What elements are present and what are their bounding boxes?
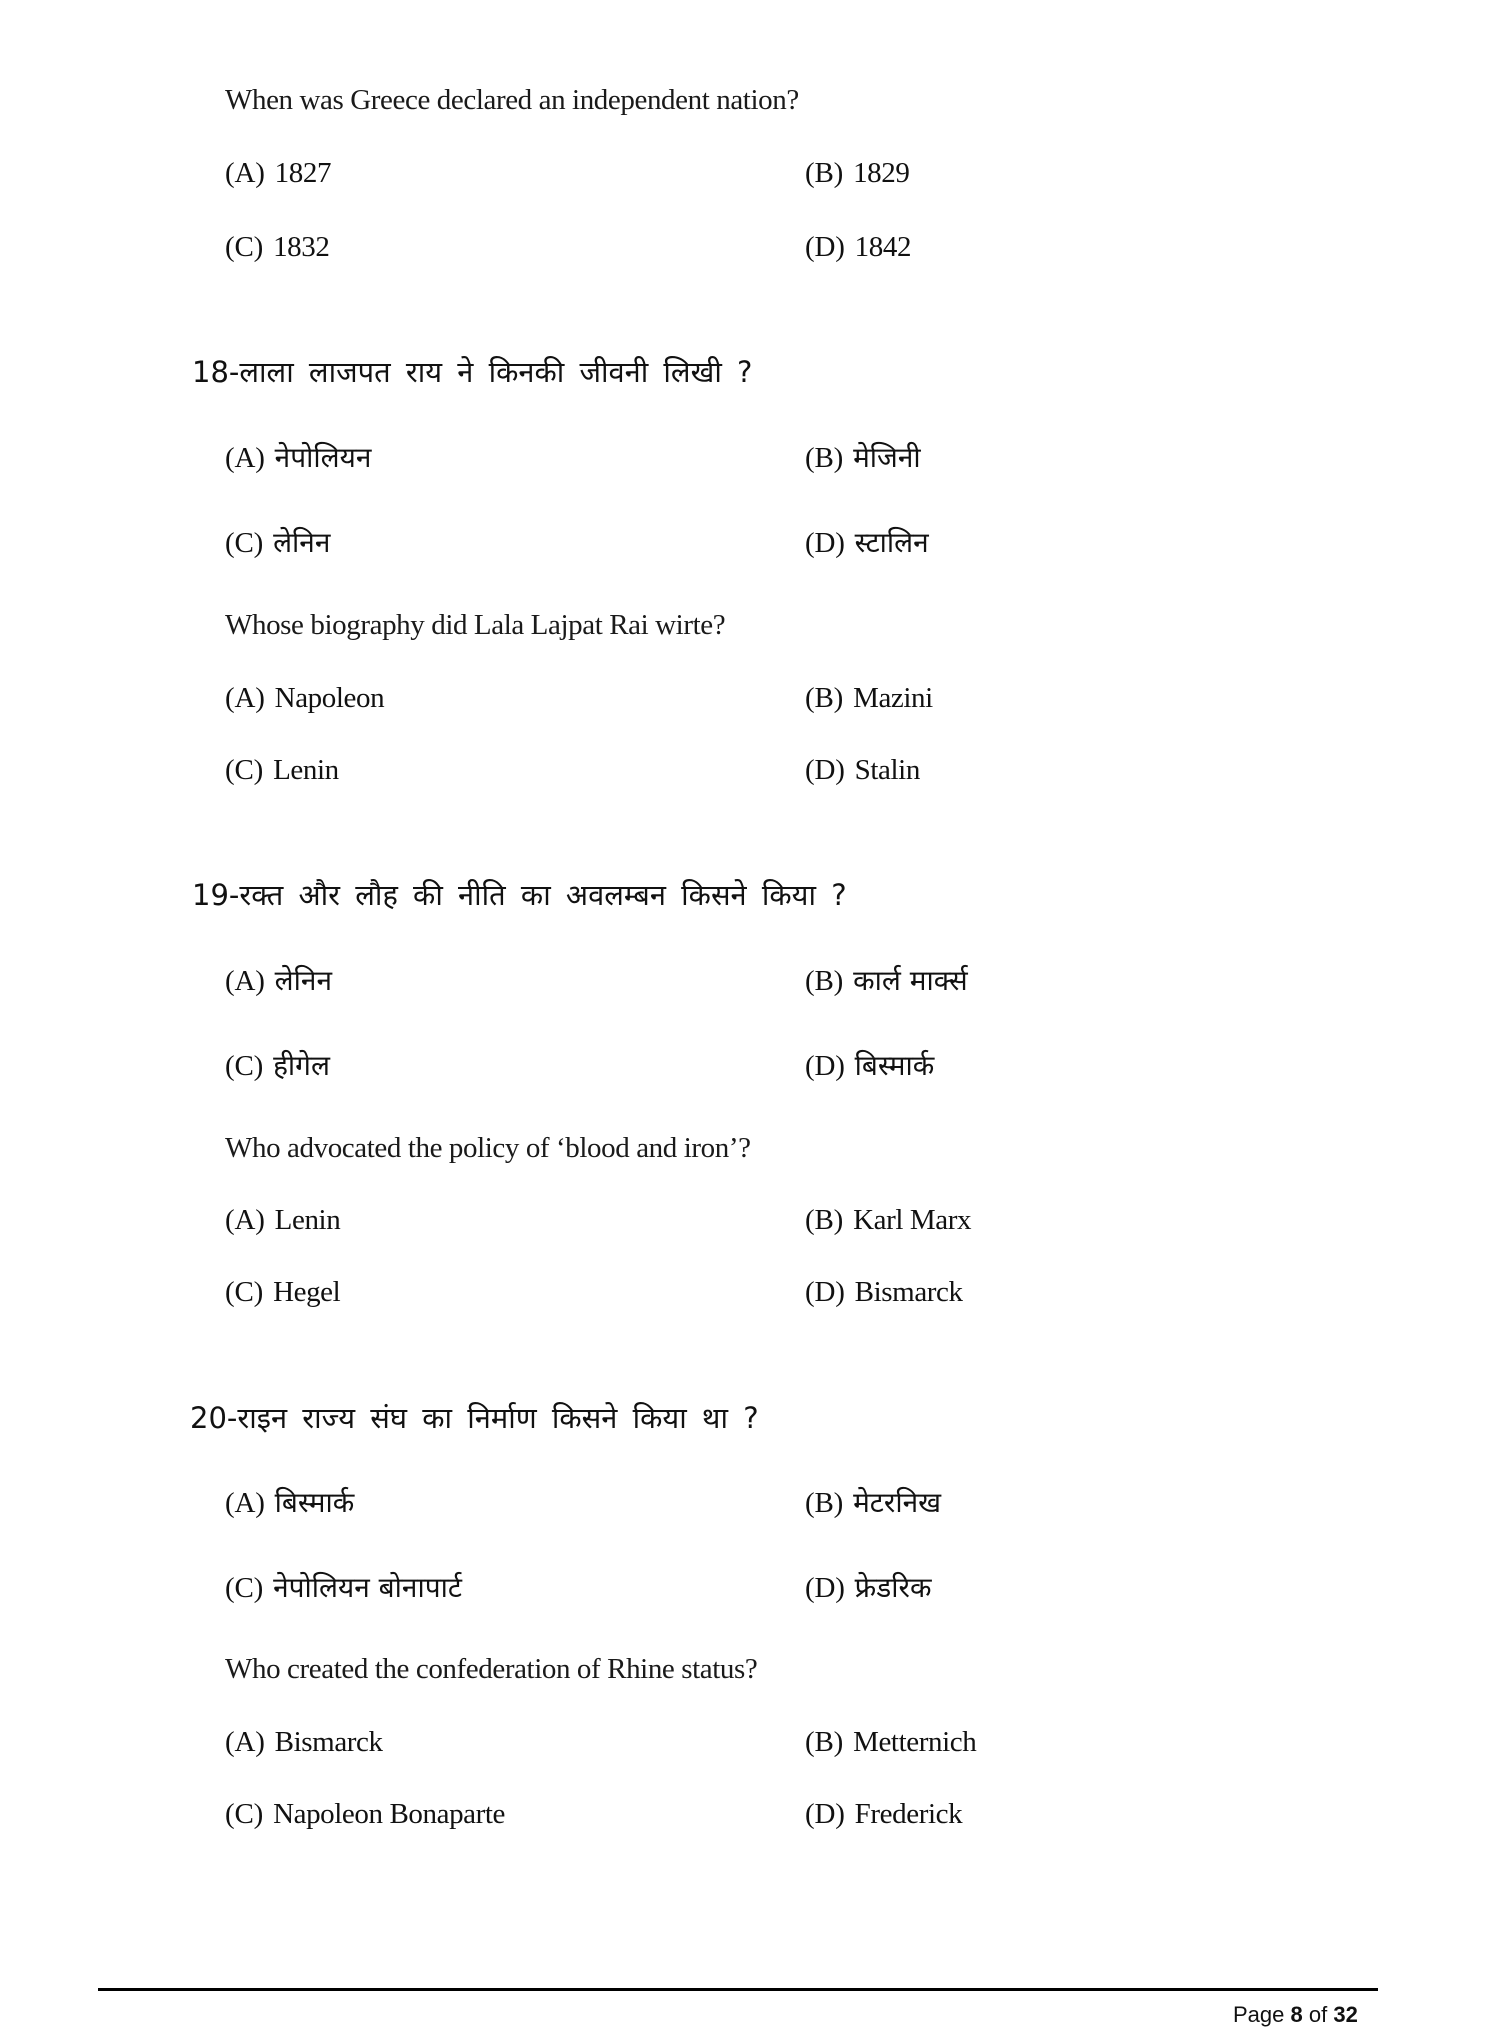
option-text: बिस्मार्क: [854, 1049, 935, 1082]
option-text: कार्ल मार्क्स: [853, 964, 968, 997]
option-20-en-d: [805, 1794, 962, 1834]
option-label: (D): [805, 1050, 845, 1082]
option-text: Bismarck: [854, 1276, 963, 1308]
option-text: Bismarck: [274, 1726, 383, 1758]
option-label: (B): [805, 682, 844, 714]
question-17-english: When was Greece declared an independent nation?: [225, 84, 799, 116]
option-text: Hegel: [273, 1276, 341, 1308]
option-label: (A): [225, 965, 265, 997]
question-18-english: Whose biography did Lala Lajpat Rai wirte?: [225, 609, 726, 641]
option-text: Napoleon Bonaparte: [273, 1798, 506, 1830]
option-text: मेटरनिख: [853, 1486, 942, 1519]
option-20-en-c: [225, 1794, 505, 1834]
option-label: (B): [805, 1487, 844, 1519]
option-label: (D): [805, 1276, 845, 1308]
option-text: Karl Marx: [853, 1204, 972, 1236]
footer-divider: [98, 1988, 1378, 1991]
page-word: Page: [1233, 2002, 1285, 2027]
option-19-en-a: [225, 1200, 340, 1240]
current-page: 8: [1290, 2002, 1303, 2027]
option-19-hi-b: [805, 961, 968, 1001]
option-20-hi-d: [805, 1568, 931, 1608]
option-17-en-a: [225, 153, 331, 193]
option-18-hi-d: [805, 523, 929, 563]
option-text: लेनिन: [273, 526, 331, 559]
option-18-en-d: [805, 750, 920, 790]
question-18-hindi: 18-लाला लाजपत राय ने किनकी जीवनी लिखी ?: [192, 355, 753, 389]
page-number: [1233, 2002, 1358, 2028]
question-19-english: Who advocated the policy of ‘blood and iron’?: [225, 1132, 751, 1164]
option-label: (C): [225, 527, 264, 559]
option-text: हीगेल: [273, 1049, 330, 1082]
option-17-en-c: [225, 227, 329, 267]
option-text: 1832: [273, 231, 330, 263]
option-18-en-a: [225, 678, 384, 718]
option-label: (B): [805, 442, 844, 474]
option-19-hi-a: [225, 961, 332, 1001]
option-label: (D): [805, 231, 845, 263]
option-text: नेपोलियन बोनापार्ट: [273, 1571, 462, 1604]
of-word: of: [1308, 2002, 1328, 2027]
option-text: 1842: [854, 231, 912, 263]
option-18-hi-c: [225, 523, 330, 563]
option-19-hi-d: [805, 1046, 934, 1086]
option-18-en-c: [225, 750, 339, 790]
option-label: (D): [805, 754, 845, 786]
option-18-hi-b: [805, 438, 921, 478]
option-label: (A): [225, 1487, 265, 1519]
option-label: (C): [225, 1276, 264, 1308]
option-label: (A): [225, 442, 265, 474]
question-20-hindi: 20-राइन राज्य संघ का निर्माण किसने किया था ?: [190, 1401, 759, 1435]
option-text: नेपोलियन: [274, 441, 372, 474]
option-text: बिस्मार्क: [274, 1486, 355, 1519]
option-20-en-b: [805, 1722, 976, 1762]
option-text: Metternich: [853, 1726, 977, 1758]
option-text: Mazini: [853, 682, 933, 714]
question-20-english: Who created the confederation of Rhine status?: [225, 1653, 758, 1685]
option-label: (A): [225, 157, 265, 189]
question-19-hindi: 19-रक्त और लौह की नीति का अवलम्बन किसने किया ?: [192, 878, 847, 912]
option-text: 1829: [853, 157, 910, 189]
option-text: Lenin: [273, 754, 339, 786]
option-text: लेनिन: [274, 964, 332, 997]
option-label: (B): [805, 157, 844, 189]
option-label: (A): [225, 682, 265, 714]
option-text: Napoleon: [274, 682, 385, 714]
option-19-en-d: [805, 1272, 963, 1312]
option-label: (C): [225, 1050, 264, 1082]
option-text: 1827: [274, 157, 332, 189]
option-label: (A): [225, 1204, 265, 1236]
option-text: Lenin: [274, 1204, 341, 1236]
option-text: फ्रेडरिक: [854, 1571, 932, 1604]
option-20-hi-b: [805, 1483, 941, 1523]
option-20-hi-a: [225, 1483, 354, 1523]
option-text: मेजिनी: [853, 441, 921, 474]
option-text: Stalin: [854, 754, 920, 786]
option-label: (B): [805, 1204, 844, 1236]
option-label: (D): [805, 1798, 845, 1830]
total-pages: 32: [1333, 2002, 1358, 2027]
option-label: (B): [805, 965, 844, 997]
option-label: (C): [225, 1798, 264, 1830]
option-label: (C): [225, 1572, 264, 1604]
option-18-en-b: [805, 678, 933, 718]
option-19-en-b: [805, 1200, 971, 1240]
option-label: (C): [225, 231, 264, 263]
option-label: (C): [225, 754, 264, 786]
option-label: (A): [225, 1726, 265, 1758]
option-label: (D): [805, 527, 845, 559]
option-20-en-a: [225, 1722, 383, 1762]
option-17-en-b: [805, 153, 909, 193]
option-label: (B): [805, 1726, 844, 1758]
option-label: (D): [805, 1572, 845, 1604]
option-20-hi-c: [225, 1568, 462, 1608]
option-text: Frederick: [854, 1798, 963, 1830]
option-17-en-d: [805, 227, 911, 267]
option-text: स्टालिन: [854, 526, 929, 559]
option-19-hi-c: [225, 1046, 330, 1086]
option-18-hi-a: [225, 438, 371, 478]
option-19-en-c: [225, 1272, 340, 1312]
